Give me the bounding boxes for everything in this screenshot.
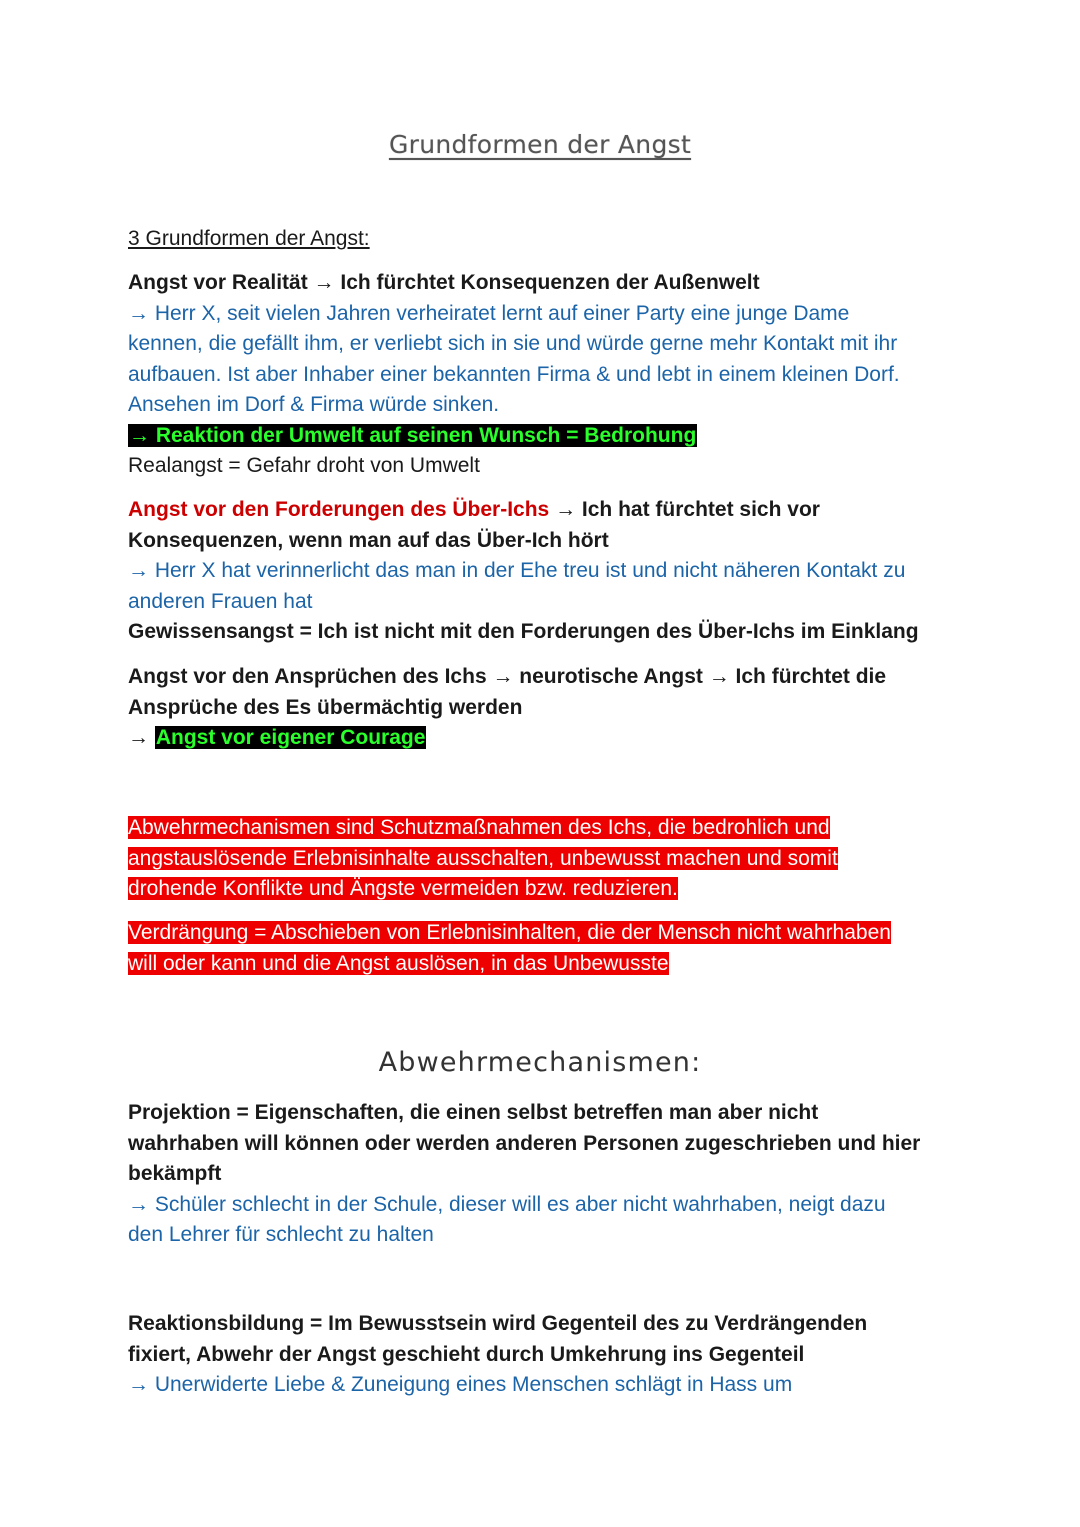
arrow-icon: → (128, 726, 155, 749)
section-heading (128, 224, 958, 255)
ueberich-example-line: → Herr X hat verinnerlicht das man in der Ehe treu ist und nicht näheren Kontakt zu (128, 559, 906, 582)
section-heading-text: 3 Grundformen der Angst: (128, 227, 370, 250)
gewissensangst-block (128, 495, 958, 648)
abwehr-def-line: drohende Konflikte und Ängste vermeiden bzw. reduzieren. (128, 877, 678, 900)
realangst-example-line: kennen, die gefällt ihm, er verliebt sich in sie und würde gerne mehr Kontakt mit ihr (128, 332, 898, 355)
abwehrmechanismen-heading: Abwehrmechanismen: (378, 1047, 702, 1078)
ueberich-heading-red: Angst vor den Forderungen des Über-Ichs (128, 498, 550, 521)
ueberich-heading-rest: → Ich hat fürchtet sich vor (549, 498, 820, 521)
realangst-definition: Realangst = Gefahr droht von Umwelt (128, 454, 480, 477)
ueberich-heading-rest: Konsequenzen, wenn man auf das Über-Ich hört (128, 528, 609, 552)
projektion-heading: Projektion = Eigenschaften, die einen selbst betreffen man aber nicht (128, 1101, 819, 1124)
reaktionsbildung-block (128, 1309, 958, 1401)
realangst-highlight: → Reaktion der Umwelt auf seinen Wunsch = Bedrohung (129, 423, 697, 447)
realangst-example-line: Ansehen im Dorf & Firma würde sinken. (128, 393, 500, 416)
verdraengung-def-line: will oder kann und die Angst auslösen, in das Unbewusste (128, 951, 669, 975)
projektion-block (128, 1098, 958, 1251)
page-title: Grundformen der Angst (388, 130, 692, 159)
abwehr-def-line: angstauslösende Erlebnisinhalte ausschalten, unbewusst machen und somit (128, 846, 838, 870)
neurotische-angst-block (128, 662, 958, 754)
realangst-block (128, 268, 958, 482)
projektion-example-line: → Schüler schlecht in der Schule, dieser will es aber nicht wahrhaben, neigt dazu (128, 1192, 886, 1216)
gewissensangst-definition: Gewissensangst = Ich ist nicht mit den Forderungen des Über-Ichs im Einklang (128, 620, 919, 643)
realangst-example-line: → Herr X, seit vielen Jahren verheiratet lernt auf einer Party eine junge Dame (128, 301, 850, 325)
realangst-heading: Angst vor Realität → Ich fürchtet Konsequenzen der Außenwelt (128, 271, 760, 294)
projektion-heading: bekämpft (128, 1162, 222, 1185)
reaktionsbildung-example: → Unerwiderte Liebe & Zuneigung eines Menschen schlägt in Hass um (128, 1373, 793, 1396)
ich-heading: Ansprüche des Es übermächtig werden (128, 695, 523, 719)
abwehr-def-line: Abwehrmechanismen sind Schutzmaßnahmen des Ichs, die bedrohlich und (128, 816, 830, 839)
ich-highlight: Angst vor eigener Courage (155, 726, 426, 749)
projektion-example-line: den Lehrer für schlecht zu halten (128, 1223, 434, 1246)
verdraengung-definition (128, 918, 958, 979)
verdraengung-def-line: Verdrängung = Abschieben von Erlebnisinhalten, die der Mensch nicht wahrhaben (128, 921, 891, 944)
reaktionsbildung-heading: fixiert, Abwehr der Angst geschieht durch Umkehrung ins Gegenteil (128, 1342, 805, 1366)
reaktionsbildung-heading: Reaktionsbildung = Im Bewusstsein wird Gegenteil des zu Verdrängenden (128, 1312, 868, 1335)
ueberich-example-line: anderen Frauen hat (128, 589, 313, 613)
projektion-heading: wahrhaben will können oder werden anderen Personen zugeschrieben und hier (128, 1131, 921, 1155)
realangst-example-line: aufbauen. Ist aber Inhaber einer bekannten Firma & und lebt in einem kleinen Dorf. (128, 362, 900, 386)
ich-heading: Angst vor den Ansprüchen des Ichs → neurotische Angst → Ich fürchtet die (128, 665, 887, 688)
abwehr-definition (128, 813, 958, 905)
